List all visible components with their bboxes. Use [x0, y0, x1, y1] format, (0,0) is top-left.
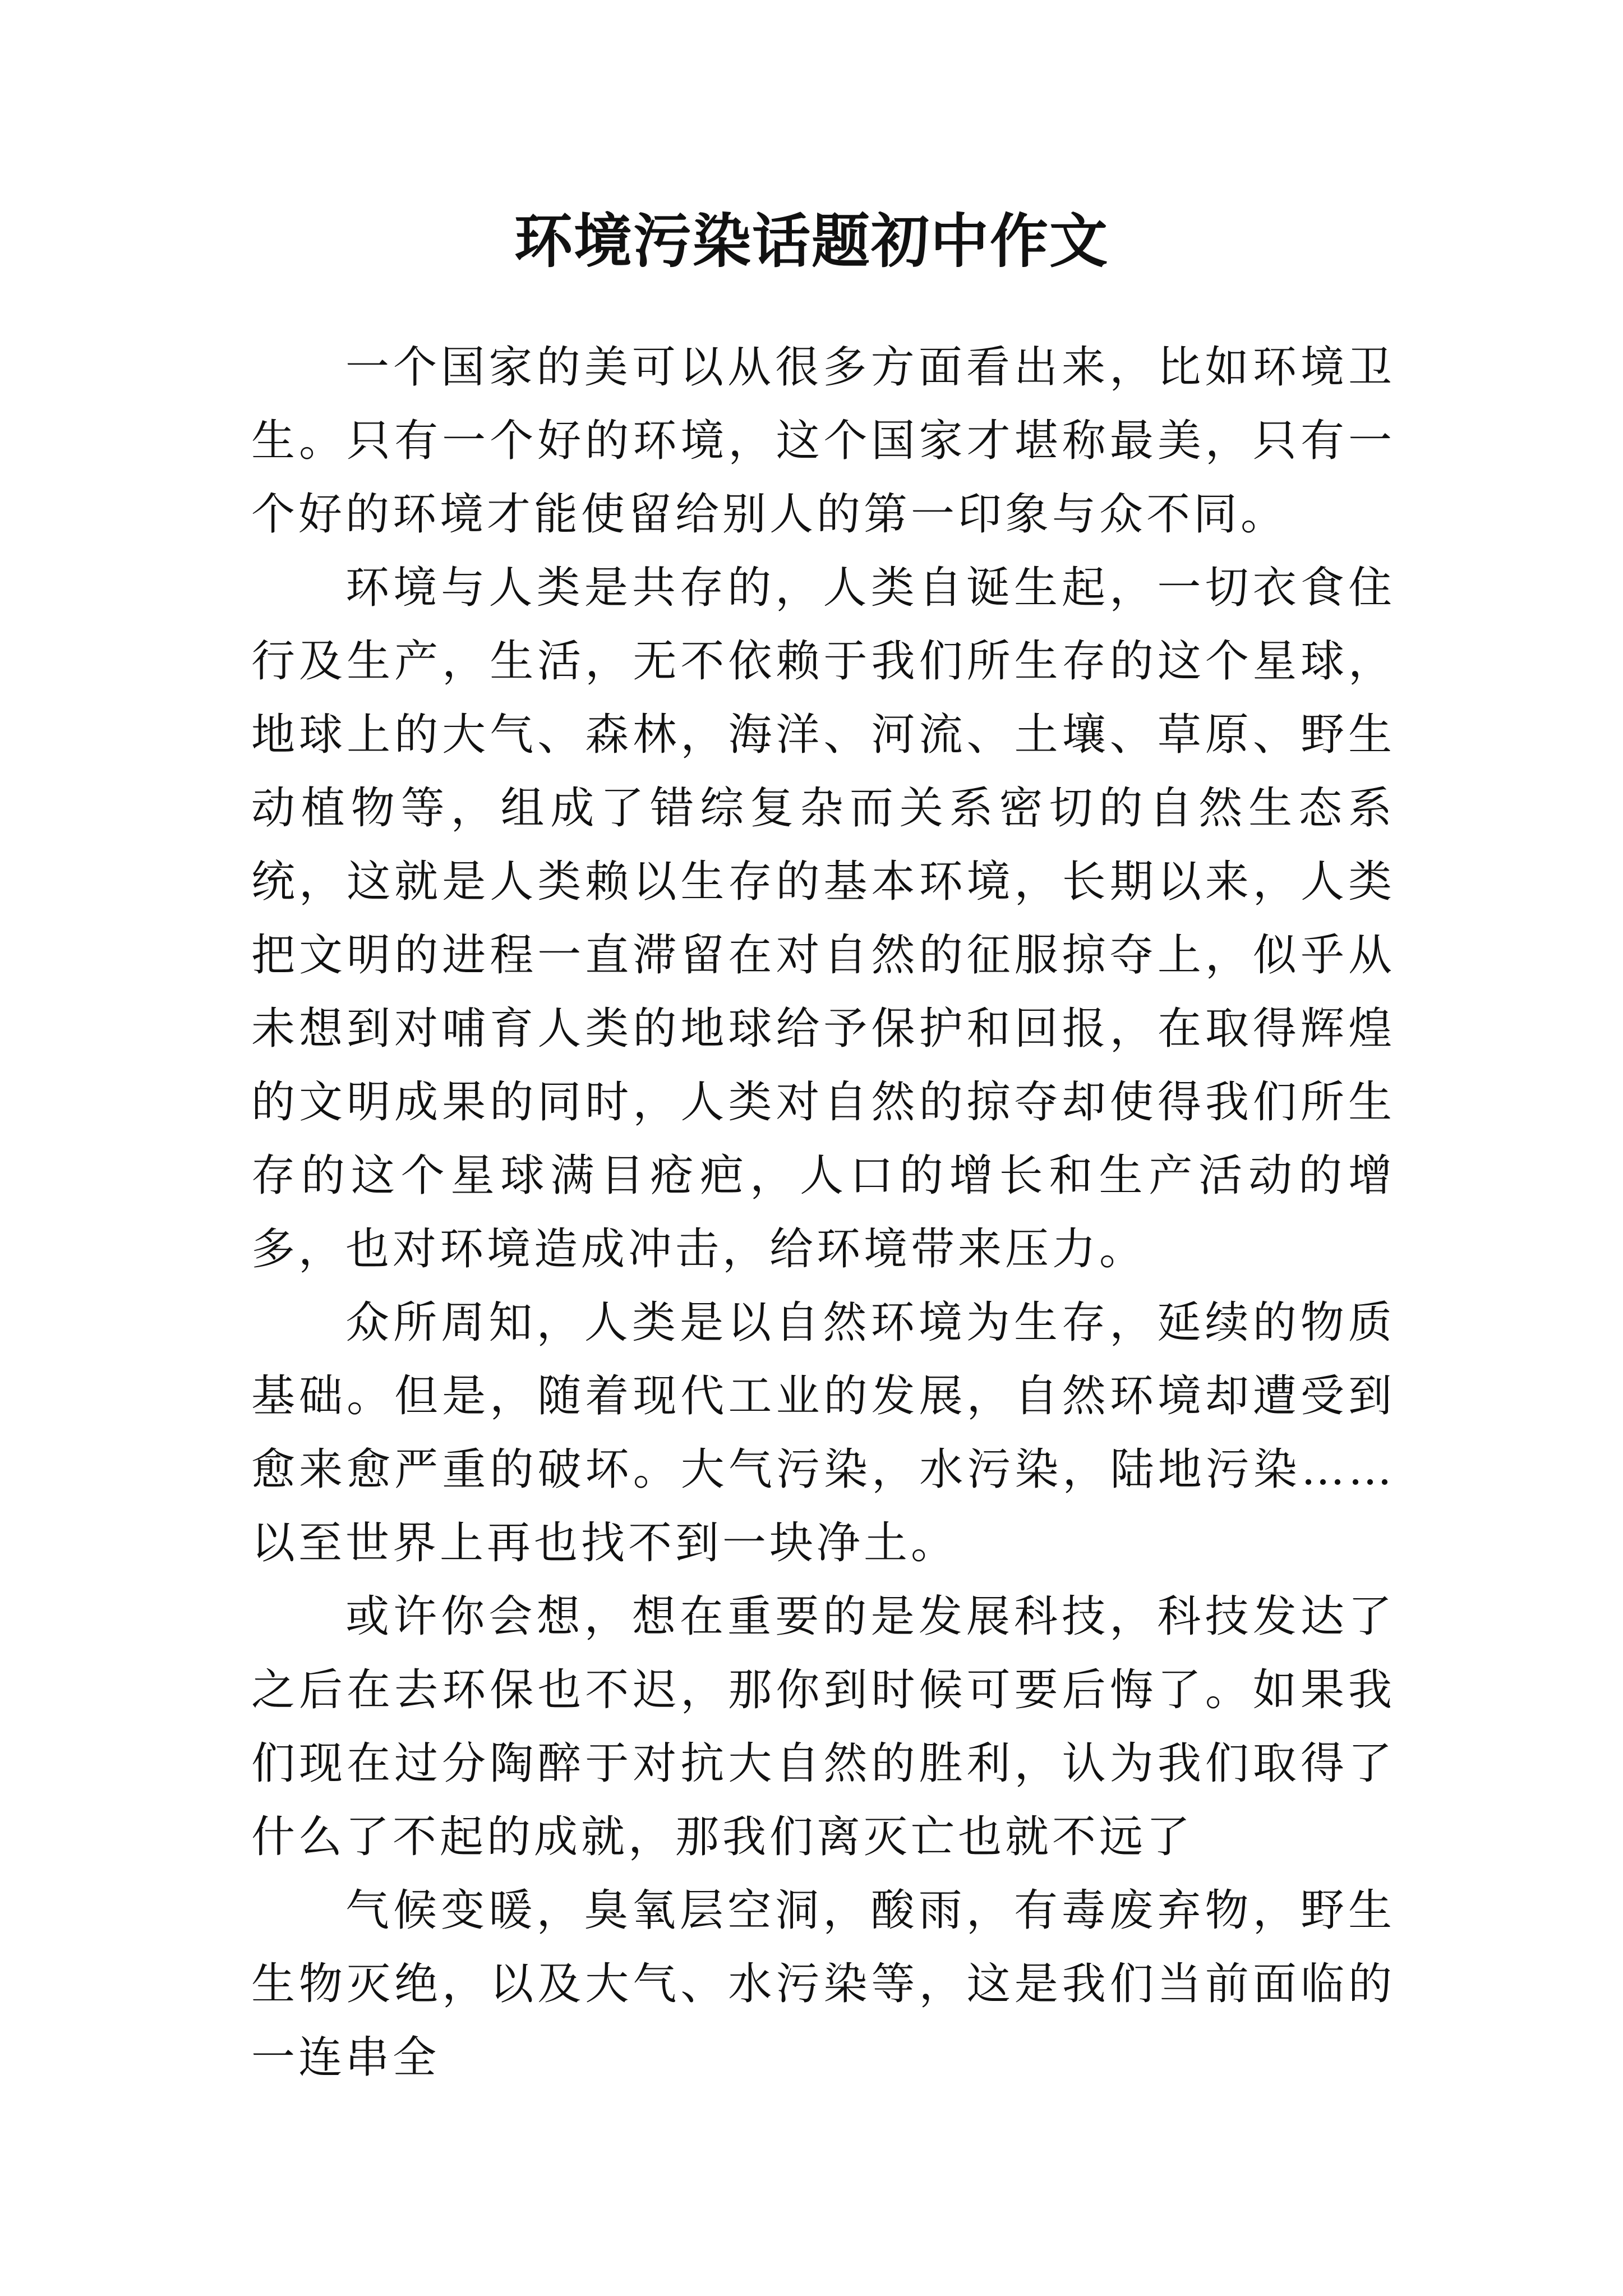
- paragraph: 一个国家的美可以从很多方面看出来，比如环境卫生。只有一个好的环境，这个国家才堪称最美，只有一个好的环境才能使留给别人的第一印象与众不同。: [251, 342, 1395, 540]
- page-title: 环境污染话题初中作文: [514, 206, 1109, 275]
- paragraph: 气候变暖，臭氧层空洞，酸雨，有毒废弃物，野生生物灭绝，以及大气、水污染等，这是我们当前面临的一连串全: [251, 1885, 1395, 2083]
- paragraph: 或许你会想，想在重要的是发展科技，科技发达了之后在去环保也不迟，那你到时候可要后悔了。如果我们现在过分陶醉于对抗大自然的胜利，认为我们取得了什么了不起的成就，那我们离灭亡也就不远了: [251, 1591, 1395, 1862]
- paragraph: 环境与人类是共存的，人类自诞生起，一切衣食住行及生产，生活，无不依赖于我们所生存的这个星球，地球上的大气、森林，海洋、河流、土壤、草原、野生动植物等，组成了错综复杂而关系密切的自然生态系统，这就是人类赖以生存的基本环境，长期以来，人类把文明的进程一直滞留在对自然的征服掠夺上，似乎从未想到对哺育人类的地球给予保护和回报，在取得辉煌的文明成果的同时，人类对自然的掠夺却使得我们所生存的这个星球满目疮疤，人口的增长和生产活动的增多，也对环境造成冲击，给环境带来压力。: [251, 563, 1395, 1274]
- paragraph: 众所周知，人类是以自然环境为生存，延续的物质基础。但是，随着现代工业的发展，自然环境却遭受到愈来愈严重的破坏。大气污染，水污染，陆地污染……以至世界上再也找不到一块净土。: [251, 1297, 1395, 1568]
- essay-body: [251, 331, 1395, 2095]
